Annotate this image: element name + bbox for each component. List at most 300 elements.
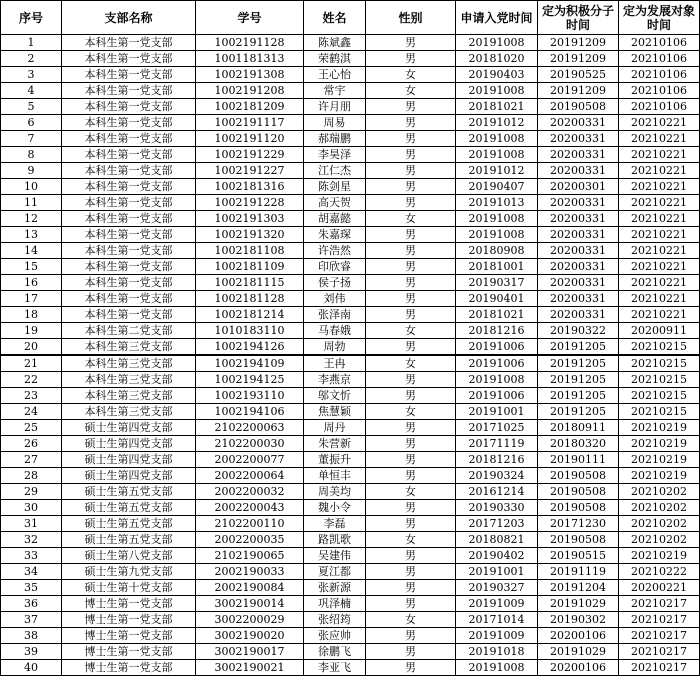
cell-branch: 本科生第一党支部 — [62, 227, 196, 243]
cell-gender: 女 — [366, 404, 456, 420]
cell-apply-date: 20191012 — [456, 163, 538, 179]
cell-apply-date: 20191008 — [456, 211, 538, 227]
cell-candidate-date: 20210219 — [619, 436, 700, 452]
cell-apply-date: 20190402 — [456, 548, 538, 564]
table-row — [1, 323, 700, 339]
cell-index: 29 — [1, 484, 62, 500]
cell-index: 8 — [1, 147, 62, 163]
cell-gender: 女 — [366, 67, 456, 83]
cell-activist-date: 20200331 — [538, 291, 619, 307]
cell-gender: 男 — [366, 468, 456, 484]
cell-candidate-date: 20210106 — [619, 51, 700, 67]
cell-gender: 女 — [366, 612, 456, 628]
table-row — [1, 291, 700, 307]
cell-activist-date: 20191205 — [538, 372, 619, 388]
cell-student-id: 1002194109 — [196, 355, 304, 372]
header-student-id: 学号 — [196, 1, 304, 35]
cell-name: 陈斌鑫 — [304, 35, 366, 51]
cell-student-id: 1002191227 — [196, 163, 304, 179]
cell-student-id: 1002191117 — [196, 115, 304, 131]
cell-candidate-date: 20210202 — [619, 532, 700, 548]
cell-name: 张绍筠 — [304, 612, 366, 628]
cell-name: 路凯歌 — [304, 532, 366, 548]
cell-student-id: 1010183110 — [196, 323, 304, 339]
cell-gender: 男 — [366, 195, 456, 211]
cell-index: 34 — [1, 564, 62, 580]
cell-gender: 男 — [366, 227, 456, 243]
cell-student-id: 1002181115 — [196, 275, 304, 291]
cell-student-id: 1002181108 — [196, 243, 304, 259]
cell-apply-date: 20191018 — [456, 644, 538, 660]
cell-candidate-date: 20210221 — [619, 227, 700, 243]
table-row — [1, 339, 700, 356]
cell-activist-date: 20200331 — [538, 163, 619, 179]
cell-student-id: 1002181214 — [196, 307, 304, 323]
table-row — [1, 468, 700, 484]
cell-name: 高天贺 — [304, 195, 366, 211]
cell-apply-date: 20191008 — [456, 147, 538, 163]
cell-index: 11 — [1, 195, 62, 211]
cell-student-id: 1002191228 — [196, 195, 304, 211]
cell-candidate-date: 20210221 — [619, 195, 700, 211]
cell-student-id: 2002190084 — [196, 580, 304, 596]
table-row — [1, 628, 700, 644]
table-row — [1, 436, 700, 452]
cell-gender: 男 — [366, 163, 456, 179]
cell-activist-date: 20191204 — [538, 580, 619, 596]
cell-apply-date: 20191008 — [456, 35, 538, 51]
cell-candidate-date: 20210217 — [619, 644, 700, 660]
cell-index: 32 — [1, 532, 62, 548]
cell-index: 20 — [1, 339, 62, 356]
cell-student-id: 1002191208 — [196, 83, 304, 99]
header-apply-date: 申请入党时间 — [456, 1, 538, 35]
table-row — [1, 35, 700, 51]
cell-apply-date: 20191001 — [456, 564, 538, 580]
cell-apply-date: 20191006 — [456, 388, 538, 404]
cell-candidate-date: 20210221 — [619, 163, 700, 179]
cell-student-id: 1002191229 — [196, 147, 304, 163]
cell-student-id: 2002200032 — [196, 484, 304, 500]
cell-gender: 男 — [366, 516, 456, 532]
cell-student-id: 1002191303 — [196, 211, 304, 227]
header-branch: 支部名称 — [62, 1, 196, 35]
cell-candidate-date: 20210221 — [619, 131, 700, 147]
cell-index: 17 — [1, 291, 62, 307]
header-index: 序号 — [1, 1, 62, 35]
cell-activist-date: 20190322 — [538, 323, 619, 339]
cell-candidate-date: 20210217 — [619, 628, 700, 644]
cell-apply-date: 20191008 — [456, 131, 538, 147]
cell-branch: 博士生第一党支部 — [62, 628, 196, 644]
cell-candidate-date: 20210221 — [619, 147, 700, 163]
cell-index: 39 — [1, 644, 62, 660]
cell-student-id: 3002190021 — [196, 660, 304, 676]
cell-candidate-date: 20210217 — [619, 596, 700, 612]
cell-name: 许浩然 — [304, 243, 366, 259]
cell-student-id: 1002181128 — [196, 291, 304, 307]
table-row — [1, 660, 700, 676]
cell-student-id: 2102200063 — [196, 420, 304, 436]
cell-apply-date: 20191013 — [456, 195, 538, 211]
cell-activist-date: 20190508 — [538, 99, 619, 115]
cell-activist-date: 20200331 — [538, 115, 619, 131]
cell-branch: 本科生第一党支部 — [62, 291, 196, 307]
cell-student-id: 1002181209 — [196, 99, 304, 115]
cell-branch: 博士生第一党支部 — [62, 660, 196, 676]
cell-student-id: 1002191308 — [196, 67, 304, 83]
cell-name: 巩泽楠 — [304, 596, 366, 612]
table-row — [1, 67, 700, 83]
cell-apply-date: 20181216 — [456, 452, 538, 468]
cell-branch: 本科生第一党支部 — [62, 51, 196, 67]
cell-branch: 硕士生第四党支部 — [62, 452, 196, 468]
header-activist-date: 定为积极分子时间 — [538, 1, 619, 35]
cell-activist-date: 20191209 — [538, 35, 619, 51]
cell-branch: 硕士生第十党支部 — [62, 580, 196, 596]
table-row — [1, 612, 700, 628]
cell-gender: 男 — [366, 339, 456, 356]
cell-apply-date: 20190407 — [456, 179, 538, 195]
cell-student-id: 2102190065 — [196, 548, 304, 564]
cell-name: 朱嘉琛 — [304, 227, 366, 243]
cell-candidate-date: 20210106 — [619, 99, 700, 115]
cell-activist-date: 20171230 — [538, 516, 619, 532]
cell-activist-date: 20191029 — [538, 644, 619, 660]
cell-gender: 男 — [366, 131, 456, 147]
cell-activist-date: 20200301 — [538, 179, 619, 195]
cell-candidate-date: 20200221 — [619, 580, 700, 596]
cell-name: 荣鹤淇 — [304, 51, 366, 67]
cell-branch: 本科生第一党支部 — [62, 211, 196, 227]
table-row — [1, 580, 700, 596]
cell-activist-date: 20200106 — [538, 660, 619, 676]
cell-gender: 男 — [366, 115, 456, 131]
table-row — [1, 211, 700, 227]
cell-gender: 男 — [366, 35, 456, 51]
table-row — [1, 372, 700, 388]
cell-name: 李磊 — [304, 516, 366, 532]
cell-activist-date: 20191205 — [538, 355, 619, 372]
cell-activist-date: 20190508 — [538, 468, 619, 484]
table-row — [1, 83, 700, 99]
cell-activist-date: 20200106 — [538, 628, 619, 644]
cell-activist-date: 20191205 — [538, 388, 619, 404]
cell-activist-date: 20191209 — [538, 51, 619, 67]
table-row — [1, 147, 700, 163]
cell-candidate-date: 20210215 — [619, 339, 700, 356]
cell-name: 夏江都 — [304, 564, 366, 580]
cell-candidate-date: 20210219 — [619, 420, 700, 436]
cell-branch: 硕士生第四党支部 — [62, 468, 196, 484]
cell-apply-date: 20191008 — [456, 372, 538, 388]
cell-activist-date: 20180911 — [538, 420, 619, 436]
cell-index: 22 — [1, 372, 62, 388]
cell-gender: 男 — [366, 99, 456, 115]
cell-apply-date: 20191009 — [456, 596, 538, 612]
cell-name: 郝瑞鹏 — [304, 131, 366, 147]
table-row — [1, 307, 700, 323]
cell-student-id: 2002200043 — [196, 500, 304, 516]
cell-apply-date: 20190401 — [456, 291, 538, 307]
cell-activist-date: 20191209 — [538, 83, 619, 99]
cell-student-id: 3002190017 — [196, 644, 304, 660]
cell-branch: 硕士生第五党支部 — [62, 532, 196, 548]
cell-student-id: 1002191320 — [196, 227, 304, 243]
cell-activist-date: 20190525 — [538, 67, 619, 83]
cell-index: 33 — [1, 548, 62, 564]
cell-candidate-date: 20210217 — [619, 612, 700, 628]
cell-gender: 男 — [366, 436, 456, 452]
cell-index: 12 — [1, 211, 62, 227]
cell-branch: 硕士生第四党支部 — [62, 420, 196, 436]
cell-candidate-date: 20210215 — [619, 404, 700, 420]
header-gender: 性别 — [366, 1, 456, 35]
table-row — [1, 564, 700, 580]
table-row — [1, 51, 700, 67]
cell-apply-date: 20171119 — [456, 436, 538, 452]
cell-name: 张应帅 — [304, 628, 366, 644]
cell-student-id: 1002193110 — [196, 388, 304, 404]
cell-index: 2 — [1, 51, 62, 67]
cell-student-id: 2102200030 — [196, 436, 304, 452]
cell-student-id: 2102200110 — [196, 516, 304, 532]
cell-index: 38 — [1, 628, 62, 644]
cell-name: 吴建伟 — [304, 548, 366, 564]
cell-activist-date: 20191205 — [538, 339, 619, 356]
cell-student-id: 3002200029 — [196, 612, 304, 628]
cell-activist-date: 20191205 — [538, 404, 619, 420]
cell-activist-date: 20200331 — [538, 307, 619, 323]
cell-name: 许月朋 — [304, 99, 366, 115]
cell-branch: 本科生第三党支部 — [62, 404, 196, 420]
cell-student-id: 1002181109 — [196, 259, 304, 275]
cell-activist-date: 20200331 — [538, 147, 619, 163]
cell-branch: 本科生第一党支部 — [62, 99, 196, 115]
cell-candidate-date: 20210106 — [619, 67, 700, 83]
cell-activist-date: 20200331 — [538, 243, 619, 259]
cell-name: 江仁杰 — [304, 163, 366, 179]
cell-apply-date: 20180821 — [456, 532, 538, 548]
header-row — [1, 1, 700, 35]
cell-name: 单恒丰 — [304, 468, 366, 484]
cell-index: 7 — [1, 131, 62, 147]
cell-name: 刘伟 — [304, 291, 366, 307]
cell-branch: 本科生第三党支部 — [62, 355, 196, 372]
cell-student-id: 2002200035 — [196, 532, 304, 548]
cell-index: 26 — [1, 436, 62, 452]
table-row — [1, 452, 700, 468]
cell-candidate-date: 20210217 — [619, 660, 700, 676]
cell-activist-date: 20190515 — [538, 548, 619, 564]
cell-name: 焦慧颖 — [304, 404, 366, 420]
cell-student-id: 1002194126 — [196, 339, 304, 356]
cell-candidate-date: 20210202 — [619, 484, 700, 500]
table-row — [1, 163, 700, 179]
cell-candidate-date: 20210215 — [619, 388, 700, 404]
cell-gender: 男 — [366, 307, 456, 323]
cell-index: 27 — [1, 452, 62, 468]
cell-candidate-date: 20210221 — [619, 259, 700, 275]
cell-name: 李昊泽 — [304, 147, 366, 163]
cell-activist-date: 20190508 — [538, 532, 619, 548]
cell-branch: 博士生第一党支部 — [62, 644, 196, 660]
cell-gender: 男 — [366, 243, 456, 259]
cell-branch: 本科生第一党支部 — [62, 131, 196, 147]
cell-student-id: 1002194106 — [196, 404, 304, 420]
cell-candidate-date: 20210221 — [619, 291, 700, 307]
cell-index: 14 — [1, 243, 62, 259]
cell-apply-date: 20181021 — [456, 99, 538, 115]
cell-gender: 女 — [366, 532, 456, 548]
cell-student-id: 2002190033 — [196, 564, 304, 580]
cell-index: 10 — [1, 179, 62, 195]
cell-index: 18 — [1, 307, 62, 323]
cell-index: 6 — [1, 115, 62, 131]
cell-apply-date: 20191008 — [456, 83, 538, 99]
cell-index: 15 — [1, 259, 62, 275]
cell-index: 31 — [1, 516, 62, 532]
table-row — [1, 99, 700, 115]
cell-name: 魏小令 — [304, 500, 366, 516]
cell-apply-date: 20181021 — [456, 307, 538, 323]
cell-branch: 本科生第一党支部 — [62, 83, 196, 99]
cell-student-id: 3002190020 — [196, 628, 304, 644]
cell-name: 朱营新 — [304, 436, 366, 452]
cell-index: 5 — [1, 99, 62, 115]
cell-apply-date: 20171203 — [456, 516, 538, 532]
cell-apply-date: 20191006 — [456, 355, 538, 372]
cell-candidate-date: 20200911 — [619, 323, 700, 339]
cell-gender: 男 — [366, 420, 456, 436]
cell-candidate-date: 20210202 — [619, 516, 700, 532]
cell-student-id: 2002200077 — [196, 452, 304, 468]
table-row — [1, 115, 700, 131]
cell-activist-date: 20191029 — [538, 596, 619, 612]
cell-branch: 本科生第一党支部 — [62, 243, 196, 259]
table-row — [1, 548, 700, 564]
cell-index: 28 — [1, 468, 62, 484]
table-row — [1, 516, 700, 532]
cell-activist-date: 20190111 — [538, 452, 619, 468]
cell-branch: 博士生第一党支部 — [62, 596, 196, 612]
cell-apply-date: 20171014 — [456, 612, 538, 628]
cell-gender: 男 — [366, 259, 456, 275]
cell-index: 30 — [1, 500, 62, 516]
cell-activist-date: 20200331 — [538, 259, 619, 275]
cell-branch: 本科生第一党支部 — [62, 115, 196, 131]
cell-name: 董振升 — [304, 452, 366, 468]
cell-branch: 本科生第三党支部 — [62, 339, 196, 356]
cell-name: 常宇 — [304, 83, 366, 99]
cell-name: 侯子扬 — [304, 275, 366, 291]
table-row — [1, 195, 700, 211]
table-row — [1, 388, 700, 404]
cell-gender: 男 — [366, 372, 456, 388]
cell-name: 李燕京 — [304, 372, 366, 388]
cell-branch: 本科生第一党支部 — [62, 275, 196, 291]
cell-name: 周美均 — [304, 484, 366, 500]
cell-activist-date: 20200331 — [538, 275, 619, 291]
table-row — [1, 644, 700, 660]
cell-branch: 硕士生第九党支部 — [62, 564, 196, 580]
cell-apply-date: 20190324 — [456, 468, 538, 484]
cell-branch: 本科生第三党支部 — [62, 372, 196, 388]
table-row — [1, 532, 700, 548]
cell-activist-date: 20200331 — [538, 195, 619, 211]
cell-name: 陈剑星 — [304, 179, 366, 195]
cell-activist-date: 20190302 — [538, 612, 619, 628]
cell-apply-date: 20190317 — [456, 275, 538, 291]
cell-candidate-date: 20210106 — [619, 35, 700, 51]
cell-name: 印欣睿 — [304, 259, 366, 275]
cell-student-id: 1002194125 — [196, 372, 304, 388]
cell-candidate-date: 20210202 — [619, 500, 700, 516]
cell-activist-date: 20180320 — [538, 436, 619, 452]
cell-name: 马春娥 — [304, 323, 366, 339]
cell-candidate-date: 20210221 — [619, 275, 700, 291]
cell-branch: 硕士生第四党支部 — [62, 436, 196, 452]
cell-gender: 男 — [366, 660, 456, 676]
cell-apply-date: 20191006 — [456, 339, 538, 356]
cell-activist-date: 20191119 — [538, 564, 619, 580]
cell-candidate-date: 20210221 — [619, 243, 700, 259]
cell-apply-date: 20191008 — [456, 660, 538, 676]
table-row — [1, 179, 700, 195]
cell-name: 周勃 — [304, 339, 366, 356]
cell-apply-date: 20161214 — [456, 484, 538, 500]
table-row — [1, 484, 700, 500]
cell-apply-date: 20171025 — [456, 420, 538, 436]
table-row — [1, 259, 700, 275]
cell-index: 1 — [1, 35, 62, 51]
header-candidate-date: 定为发展对象时间 — [619, 1, 700, 35]
cell-gender: 女 — [366, 83, 456, 99]
table-row — [1, 355, 700, 372]
cell-gender: 男 — [366, 580, 456, 596]
cell-branch: 硕士生第八党支部 — [62, 548, 196, 564]
cell-index: 25 — [1, 420, 62, 436]
cell-branch: 本科生第一党支部 — [62, 179, 196, 195]
cell-apply-date: 20191012 — [456, 115, 538, 131]
cell-name: 王心怡 — [304, 67, 366, 83]
cell-gender: 男 — [366, 51, 456, 67]
cell-gender: 男 — [366, 564, 456, 580]
cell-student-id: 1002181316 — [196, 179, 304, 195]
header-name: 姓名 — [304, 1, 366, 35]
cell-activist-date: 20200331 — [538, 227, 619, 243]
cell-gender: 男 — [366, 291, 456, 307]
cell-index: 37 — [1, 612, 62, 628]
cell-apply-date: 20190330 — [456, 500, 538, 516]
cell-candidate-date: 20210106 — [619, 83, 700, 99]
cell-gender: 女 — [366, 484, 456, 500]
cell-branch: 博士生第一党支部 — [62, 612, 196, 628]
cell-branch: 本科生第一党支部 — [62, 35, 196, 51]
cell-gender: 男 — [366, 388, 456, 404]
cell-branch: 本科生第三党支部 — [62, 388, 196, 404]
cell-gender: 男 — [366, 179, 456, 195]
table-row — [1, 243, 700, 259]
cell-branch: 本科生第一党支部 — [62, 67, 196, 83]
cell-branch: 硕士生第五党支部 — [62, 484, 196, 500]
cell-student-id: 3002190014 — [196, 596, 304, 612]
cell-name: 王冉 — [304, 355, 366, 372]
cell-name: 李亚飞 — [304, 660, 366, 676]
cell-index: 19 — [1, 323, 62, 339]
cell-apply-date: 20181001 — [456, 259, 538, 275]
cell-student-id: 1002191120 — [196, 131, 304, 147]
